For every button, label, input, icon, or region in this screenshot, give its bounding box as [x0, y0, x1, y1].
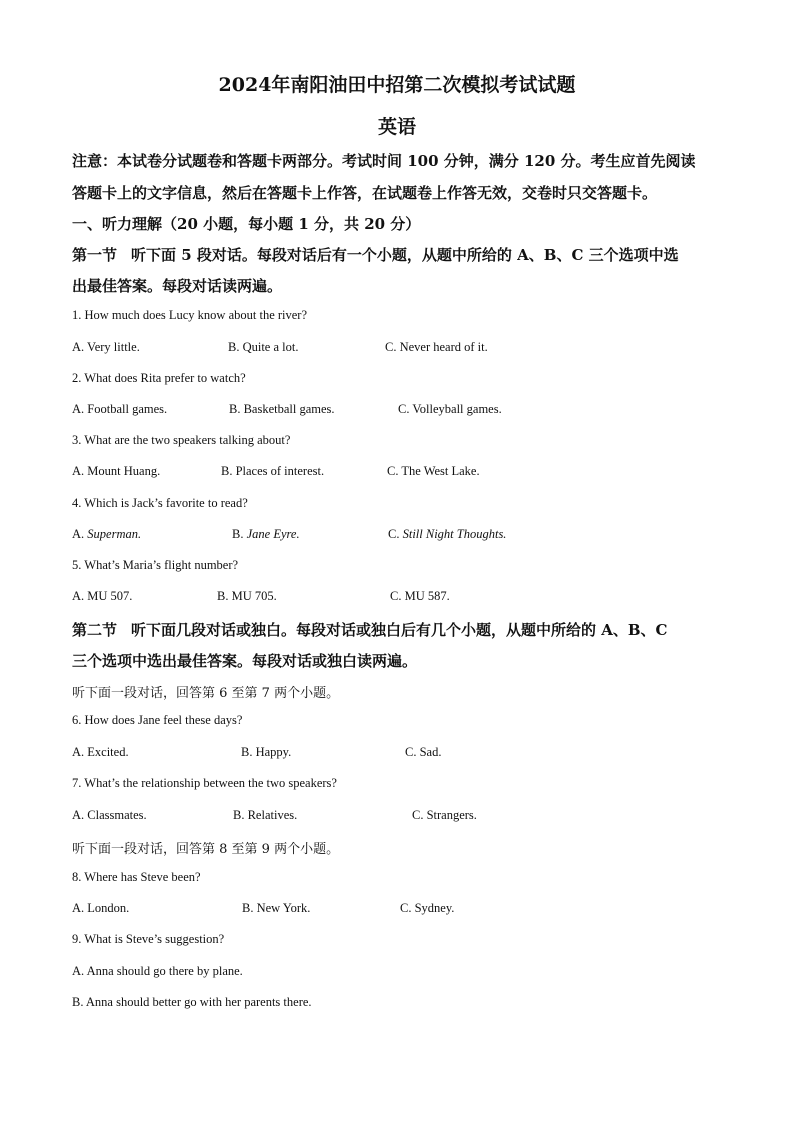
q7-option-c: C. Strangers.: [412, 808, 477, 822]
q2-option-c: C. Volleyball games.: [398, 402, 502, 416]
question-4: 4. Which is Jack’s favorite to read?: [72, 496, 248, 510]
q4-option-b: B. Jane Eyre.: [232, 527, 300, 541]
q7-option-a: A. Classmates.: [72, 808, 147, 822]
page-title: 2024年南阳油田中招第二次模拟考试试题: [218, 74, 576, 96]
q4-option-a-title: Superman.: [87, 527, 142, 541]
question-7: 7. What’s the relationship between the two speakers?: [72, 776, 337, 790]
question-1: 1. How much does Lucy know about the river?: [72, 308, 308, 322]
q9-option-b: B. Anna should better go with her parents there.: [72, 995, 312, 1009]
q3-option-c: C. The West Lake.: [387, 464, 480, 478]
q5-option-a: A. MU 507.: [72, 589, 133, 603]
q5-option-c: C. MU 587.: [390, 589, 450, 603]
q1-option-c: C. Never heard of it.: [385, 340, 488, 354]
q6-option-a: A. Excited.: [72, 745, 129, 759]
instruction-q6-q7: 听下面一段对话，回答第 6 至第 7 两个小题。: [72, 686, 340, 701]
question-9: 9. What is Steve’s suggestion?: [72, 932, 225, 946]
notice-line-1: 注意：本试卷分试题卷和答题卡两部分。考试时间 100 分钟，满分 120 分。考生应首先阅读: [72, 152, 696, 170]
q3-option-a: A. Mount Huang.: [72, 464, 161, 478]
section1-instruction: [72, 244, 679, 265]
q8-option-a: A. London.: [72, 901, 130, 915]
notice-line-2: 答题卡上的文字信息，然后在答题卡上作答，在试题卷上作答无效，交卷时只交答题卡。: [72, 184, 658, 202]
q8-option-b: B. New York.: [242, 901, 311, 915]
q6-option-b: B. Happy.: [241, 745, 292, 759]
q4-option-c: C. Still Night Thoughts.: [388, 527, 507, 541]
section2-label: 第二节: [72, 621, 118, 639]
part1-heading: 一、听力理解（20 小题，每小题 1 分，共 20 分）: [72, 215, 421, 233]
q4-option-b-title: Jane Eyre.: [246, 527, 300, 541]
instruction-q8-q9: 听下面一段对话，回答第 8 至第 9 两个小题。: [72, 842, 340, 857]
q1-option-b: B. Quite a lot.: [228, 340, 299, 354]
q4-option-a: A. Superman.: [72, 527, 142, 541]
q2-option-b: B. Basketball games.: [229, 402, 335, 416]
q8-option-c: C. Sydney.: [400, 901, 455, 915]
section1-text: 听下面 5 段对话。每段对话后有一个小题，从题中所给的 A、B、C 三个选项中选: [131, 246, 679, 264]
q5-option-b: B. MU 705.: [217, 589, 277, 603]
q2-option-a: A. Football games.: [72, 402, 168, 416]
question-3: 3. What are the two speakers talking about?: [72, 433, 291, 447]
q1-option-a: A. Very little.: [72, 340, 140, 354]
section2-text: 听下面几段对话或独白。每段对话或独白后有几个小题，从题中所给的 A、B、C: [131, 621, 668, 639]
q3-option-b: B. Places of interest.: [221, 464, 325, 478]
question-2: 2. What does Rita prefer to watch?: [72, 371, 246, 385]
section2-instruction: [72, 619, 668, 640]
q7-option-b: B. Relatives.: [233, 808, 298, 822]
section1-label: 第一节: [72, 246, 118, 264]
q4-option-c-title: Still Night Thoughts.: [402, 527, 507, 541]
question-8: 8. Where has Steve been?: [72, 870, 201, 884]
section1-instruction-cont: 出最佳答案。每段对话读两遍。: [72, 277, 283, 295]
question-6: 6. How does Jane feel these days?: [72, 713, 243, 727]
section2-instruction-cont: 三个选项中选出最佳答案。每段对话或独白读两遍。: [72, 652, 418, 670]
q9-option-a: A. Anna should go there by plane.: [72, 964, 243, 978]
subject-title: 英语: [377, 116, 416, 138]
question-5: 5. What’s Maria’s flight number?: [72, 558, 239, 572]
q6-option-c: C. Sad.: [405, 745, 442, 759]
